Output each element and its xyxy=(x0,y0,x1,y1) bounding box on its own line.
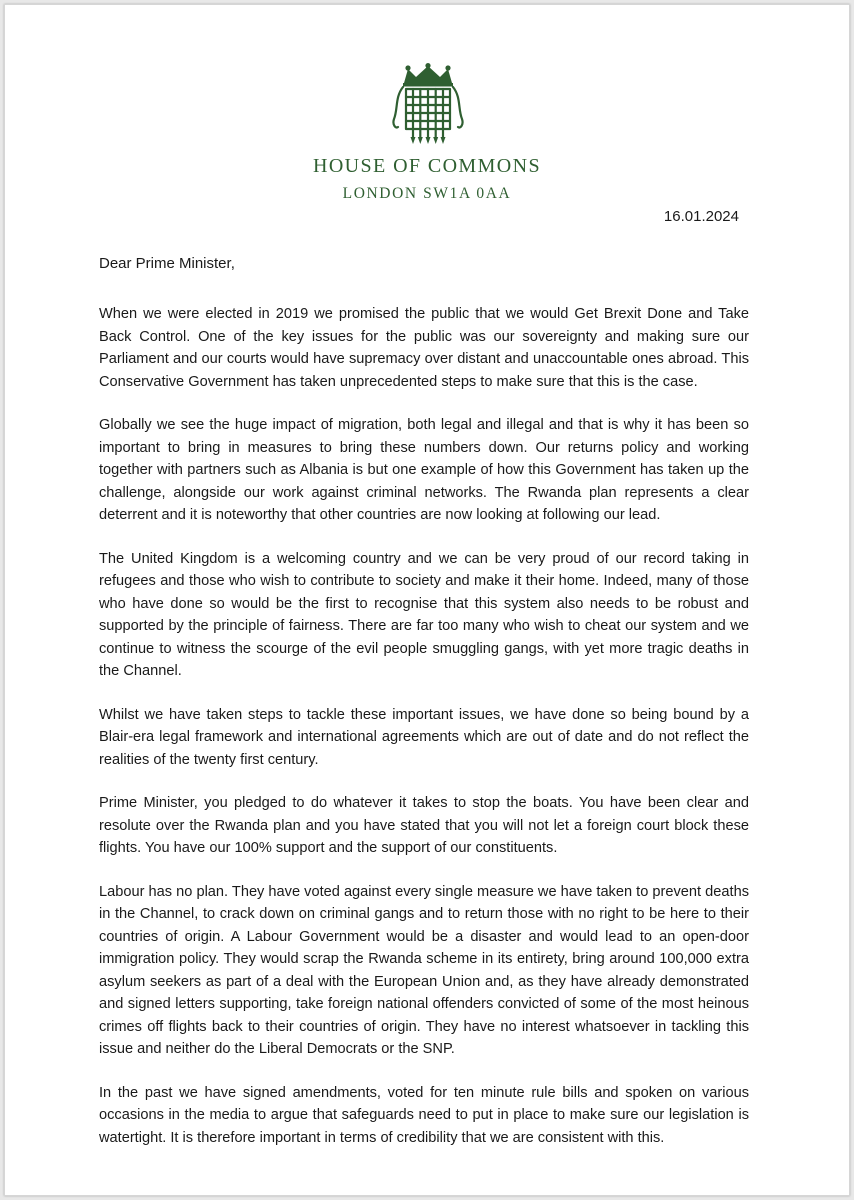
paragraph: Whilst we have taken steps to tackle these important issues, we have done so being bound by a Blair-era legal framework and international agreements which are out of date and do not reflect the realities of the twenty first century. xyxy=(99,706,749,768)
letter-body xyxy=(99,303,749,1170)
paragraph: When we were elected in 2019 we promised the public that we would Get Brexit Done and Take Back Control. One of the key issues for the public was our sovereignty and making sure our Parliament and our courts would have supremacy over distant and unaccountable ones abroad. This Conservative Government has taken unprecedented steps to make sure that this is the case. xyxy=(99,306,749,390)
letter-date: 16.01.2024 xyxy=(663,208,739,225)
paragraph: Labour has no plan. They have voted against every single measure we have taken to prevent deaths in the Channel, to crack down on criminal gangs and to return those with no right to be here to their countries of origin. A Labour Government would be a disaster and would lead to an open-door immigration policy. They would scrap the Rwanda scheme in its entirety, bring around 100,000 extra asylum seekers as part of a deal with the European Union and, as they have already demonstrated and signed letters supporting, take foreign national offenders convicted of some of the most heinous crimes off flights back to their countries of origin. They have no interest whatsoever in tackling this issue and neither do the Liberal Democrats or the SNP. xyxy=(99,883,749,1057)
letterhead-address: LONDON SW1A 0AA xyxy=(342,185,512,202)
paragraph: The United Kingdom is a welcoming country and we can be very proud of our record taking in refugees and those who wish to contribute to society and make it their home. Indeed, many of those who have done so would be the first to recognise that this system also needs to be robust and supported by the principle of fairness. There are far too many who wish to cheat our system and we continue to witness the scourge of the evil people smuggling gangs, with yet more tragic deaths in the Channel. xyxy=(99,550,749,679)
salutation: Dear Prime Minister, xyxy=(99,255,235,272)
portcullis-icon xyxy=(390,63,466,145)
letterhead-institution: HOUSE OF COMMONS xyxy=(313,155,541,177)
paragraph: Globally we see the huge impact of migration, both legal and illegal and that is why it has been so important to bring in measures to bring these numbers down. Our returns policy and working together with partners such as Albania is but one example of how this Government has taken up the challenge, alongside our work against criminal networks. The Rwanda plan represents a clear deterrent and it is noteworthy that other countries are now looking at following our lead. xyxy=(99,417,749,523)
paragraph: In the past we have signed amendments, voted for ten minute rule bills and spoken on various occasions in the media to argue that safeguards need to put in place to make sure our legislation is watertight. It is therefore important in terms of credibility that we are consistent with this. xyxy=(99,1084,749,1146)
paragraph: Prime Minister, you pledged to do whatever it takes to stop the boats. You have been clear and resolute over the Rwanda plan and you have stated that you will not let a foreign court block these flights. You have our 100% support and the support of our constituents. xyxy=(99,795,749,856)
letter-page xyxy=(4,4,850,1196)
